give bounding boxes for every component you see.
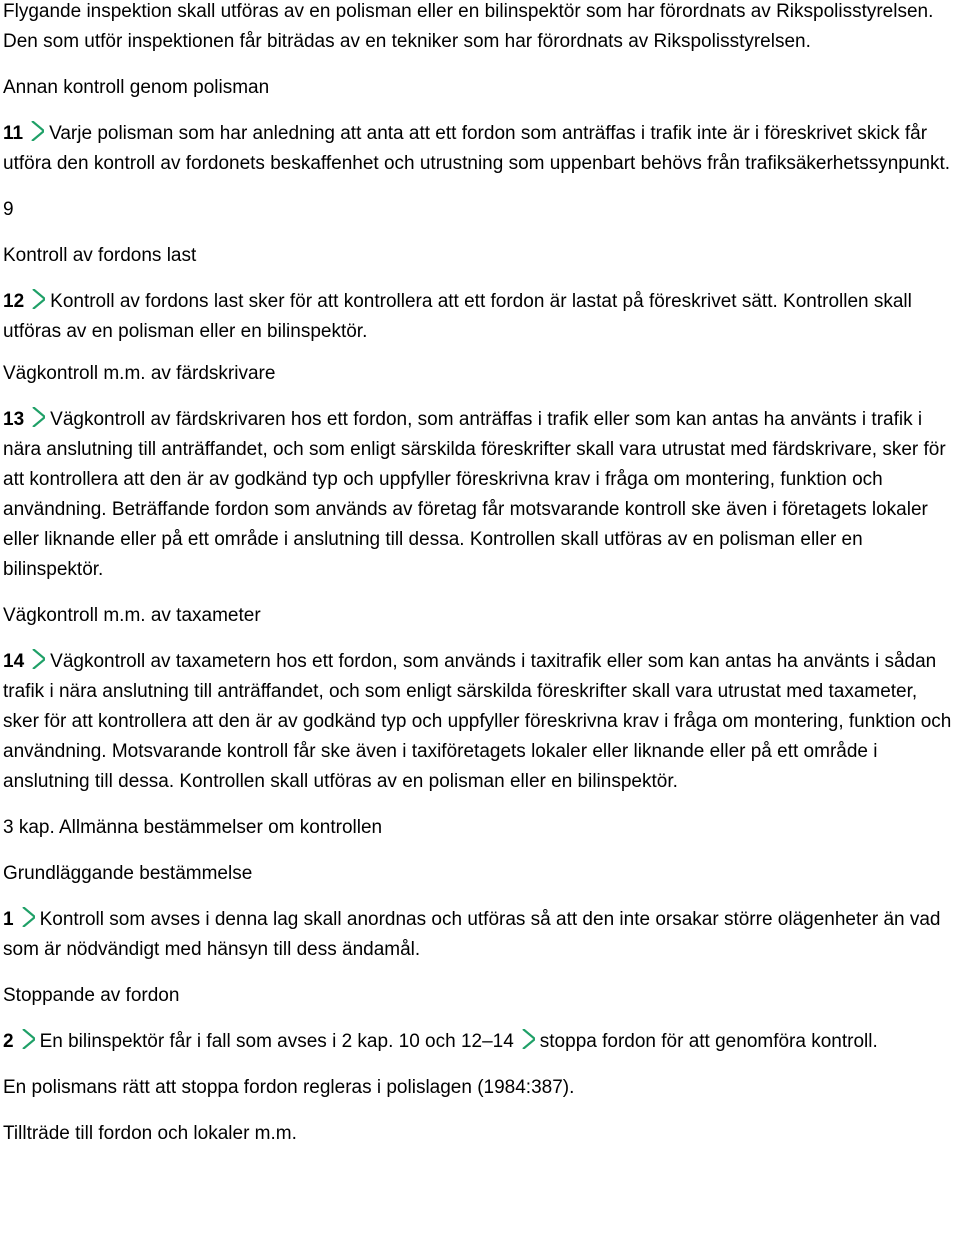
section-sign-icon [518,1029,535,1049]
heading-grundlaggande: Grundläggande bestämmelse [3,863,253,884]
section-13-paragraph [3,405,958,585]
heading-annan-kontroll: Annan kontroll genom polisman [3,77,270,98]
section-number: 12 [3,291,25,312]
document-page [3,0,958,1149]
section-2-paragraph [3,1027,958,1057]
page-number: 9 [3,199,14,220]
section-sign-icon [28,649,45,669]
section-11-paragraph [3,119,958,179]
section-sign-icon [28,289,45,309]
section-14-paragraph [3,647,958,797]
section-text: Varje polisman som har anledning att anta att ett fordon som anträffas i trafik inte är i föreskrivet skick får utföra den kontroll av fordonets beskaffenhet och utrustning som uppenbart behövs från trafiksäkerhetssynpunkt. [3,123,951,174]
intro-paragraph: Flygande inspektion skall utföras av en polisman eller en bilinspektör som har förordnats av Rikspolisstyrelsen. Den som utför inspektionen får biträdas av en tekniker som har förordnats av Rikspolisstyrelsen. [3,1,934,52]
section-sign-icon [18,907,35,927]
section-text: Vägkontroll av färdskrivaren hos ett fordon, som anträffas i trafik eller som kan antas ha använts i trafik i nära anslutning till anträffandet, och som enligt särskilda föreskrifter skall vara utrustat med färdskrivare, sker för att kontrollera att den är av godkänd typ och uppfyller föreskrivna krav i fråga om montering, funktion och användning. Beträffande fordon som används av företag får motsvarande kontroll ske även i företagets lokaler eller liknande eller på ett område i anslutning till dessa. Kontrollen skall utföras av en polisman eller en bilinspektör. [3,409,946,580]
polislagen-paragraph: En polismans rätt att stoppa fordon regleras i polislagen (1984:387). [3,1077,575,1098]
section-1-paragraph [3,905,958,965]
heading-tilltrade: Tillträde till fordon och lokaler m.m. [3,1123,297,1144]
section-text: Vägkontroll av taxametern hos ett fordon, som används i taxitrafik eller som kan antas ha använts i sådan trafik i nära anslutning till anträffandet, och som enligt särskilda föreskrifter skall vara utrustat med taxameter, sker för att kontrollera att den är av godkänd typ och uppfyller föreskrivna krav i fråga om montering, funktion och användning. Motsvarande kontroll får ske även i taxiföretagets lokaler eller liknande eller på ett område i anslutning till dessa. Kontrollen skall utföras av en polisman eller en bilinspektör. [3,651,952,792]
section-12-paragraph [3,287,958,347]
heading-fordons-last: Kontroll av fordons last [3,245,197,266]
heading-taxameter: Vägkontroll m.m. av taxameter [3,605,261,626]
section-text: stoppa fordon för att genomföra kontroll. [539,1031,878,1052]
section-sign-icon [18,1029,35,1049]
section-number: 14 [3,651,25,672]
section-text: En bilinspektör får i fall som avses i 2 kap. 10 och 12–14 [39,1031,514,1052]
section-text: Kontroll av fordons last sker för att kontrollera att ett fordon är lastat på föreskrivet sätt. Kontrollen skall utföras av en polisman eller en bilinspektör. [3,291,912,342]
section-number: 13 [3,409,25,430]
chapter-heading: 3 kap. Allmänna bestämmelser om kontrollen [3,817,383,838]
section-text: Kontroll som avses i denna lag skall anordnas och utföras så att den inte orsakar större olägenheter än vad som är nödvändigt med hänsyn till dess ändamål. [3,909,941,960]
section-number: 1 [3,909,14,930]
section-sign-icon [28,407,45,427]
heading-fardskrivare: Vägkontroll m.m. av färdskrivare [3,363,276,384]
section-number: 2 [3,1031,14,1052]
section-number: 11 [3,123,24,144]
section-sign-icon [27,121,44,141]
heading-stoppande: Stoppande av fordon [3,985,180,1006]
